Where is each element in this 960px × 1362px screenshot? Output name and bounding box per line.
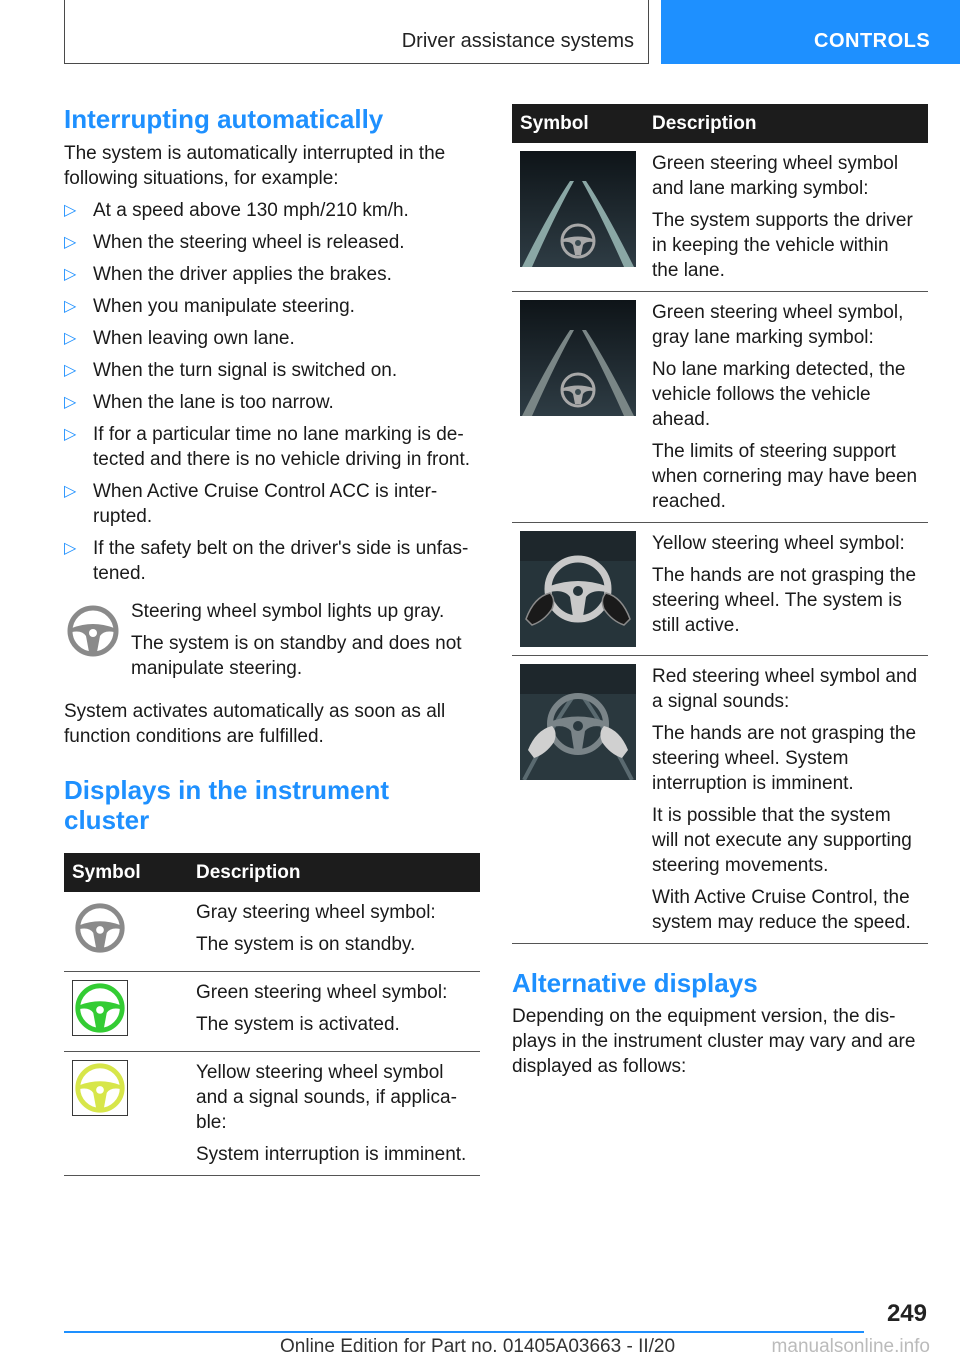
green-steering-wheel-icon	[72, 980, 128, 1036]
displays-heading: Displays in the instrument cluster	[64, 775, 390, 835]
triangle-bullet-icon: ▷	[64, 202, 77, 219]
list-item: ▷ If for a particular time no lane marking is detected and there is no vehicle driving in front.	[64, 424, 471, 470]
triangle-bullet-icon: ▷	[64, 234, 77, 251]
table-row: Green steering wheel symbol and lane marking symbol: The system supports the driver in keeping the vehicle within the lane.	[512, 143, 928, 292]
table-row: Yellow steering wheel symbol and a signal sounds, if applicable: System interruption is imminent.	[64, 1052, 480, 1176]
lane-gray-marking-display-image	[520, 300, 636, 416]
lane-green-wheel-display-image	[520, 151, 636, 267]
list-item: ▷ At a speed above 130 mph/210 km/h.	[64, 200, 409, 221]
header-chapter-title: CONTROLS	[814, 30, 931, 52]
list-item: ▷ If the safety belt on the driver's side is unfastened.	[64, 538, 469, 584]
standby-note-line1: Steering wheel symbol lights up gray.	[131, 601, 445, 622]
hands-off-red-display-image	[520, 664, 636, 780]
interrupting-heading: Interrupting automatically	[64, 104, 384, 134]
column-header-symbol: Symbol	[512, 104, 644, 143]
list-item: ▷ When you manipulate steering.	[64, 296, 355, 317]
triangle-bullet-icon: ▷	[64, 330, 77, 347]
table-row: Green steering wheel symbol: The system is activated.	[64, 972, 480, 1052]
footer-divider	[64, 1331, 864, 1333]
lane-displays-table	[512, 104, 928, 944]
interruption-list	[64, 198, 480, 593]
edition-label: Online Edition for Part no. 01405A03663 - II/20	[280, 1336, 676, 1357]
table-row: Gray steering wheel symbol: The system is on standby.	[64, 892, 480, 972]
interrupting-intro: The system is automatically interrupted in the following situations, for example:	[64, 143, 446, 189]
list-item: ▷ When the driver applies the brakes.	[64, 264, 392, 285]
column-header-description: Description	[644, 104, 928, 143]
list-item: ▷ When the lane is too narrow.	[64, 392, 334, 413]
table-row: Green steering wheel symbol, gray lane marking symbol: No lane marking detected, the vehicle follows the vehicle ahead. The limits of steering support when cornering may have been reached.	[512, 292, 928, 523]
header-chapter-tab[interactable]	[661, 0, 960, 64]
list-item: ▷ When the steering wheel is released.	[64, 232, 405, 253]
header-section-box	[64, 0, 649, 64]
standby-note-line2: The system is on standby and does not manipulate steering.	[131, 633, 462, 679]
alternative-heading: Alternative displays	[512, 968, 758, 998]
standby-note	[131, 599, 476, 688]
header-section-title: Driver assistance systems	[401, 30, 634, 52]
triangle-bullet-icon: ▷	[64, 298, 77, 315]
triangle-bullet-icon: ▷	[64, 426, 77, 443]
activation-note: System activates automatically as soon as all function conditions are fulfilled.	[64, 701, 446, 747]
list-item: ▷ When Active Cruise Control ACC is interrupted.	[64, 481, 438, 527]
alternative-text: Depending on the equipment version, the displays in the instrument cluster may vary and are displayed as follows:	[512, 1006, 916, 1077]
list-item: ▷ When leaving own lane.	[64, 328, 295, 349]
triangle-bullet-icon: ▷	[64, 266, 77, 283]
displays-table	[64, 853, 480, 1176]
hands-off-yellow-display-image	[520, 531, 636, 647]
yellow-steering-wheel-icon	[72, 1060, 128, 1116]
table-row: Red steering wheel symbol and a signal sounds: The hands are not grasping the steering wheel. System interruption is imminent. It is possible that the system will not execute any supporting steering movements. With Active Cruise Control, the system may reduce the speed.	[512, 656, 928, 944]
triangle-bullet-icon: ▷	[64, 362, 77, 379]
triangle-bullet-icon: ▷	[64, 394, 77, 411]
watermark: manualsonline.info	[771, 1336, 930, 1357]
gray-steering-wheel-icon	[72, 900, 128, 956]
column-header-description: Description	[188, 853, 480, 892]
column-header-symbol: Symbol	[64, 853, 188, 892]
page-number: 249	[886, 1300, 927, 1327]
triangle-bullet-icon: ▷	[64, 483, 77, 500]
gray-steering-wheel-icon	[64, 602, 122, 660]
triangle-bullet-icon: ▷	[64, 540, 77, 557]
table-row: Yellow steering wheel symbol: The hands are not grasping the steering wheel. The system is still active.	[512, 523, 928, 656]
list-item: ▷ When the turn signal is switched on.	[64, 360, 398, 381]
